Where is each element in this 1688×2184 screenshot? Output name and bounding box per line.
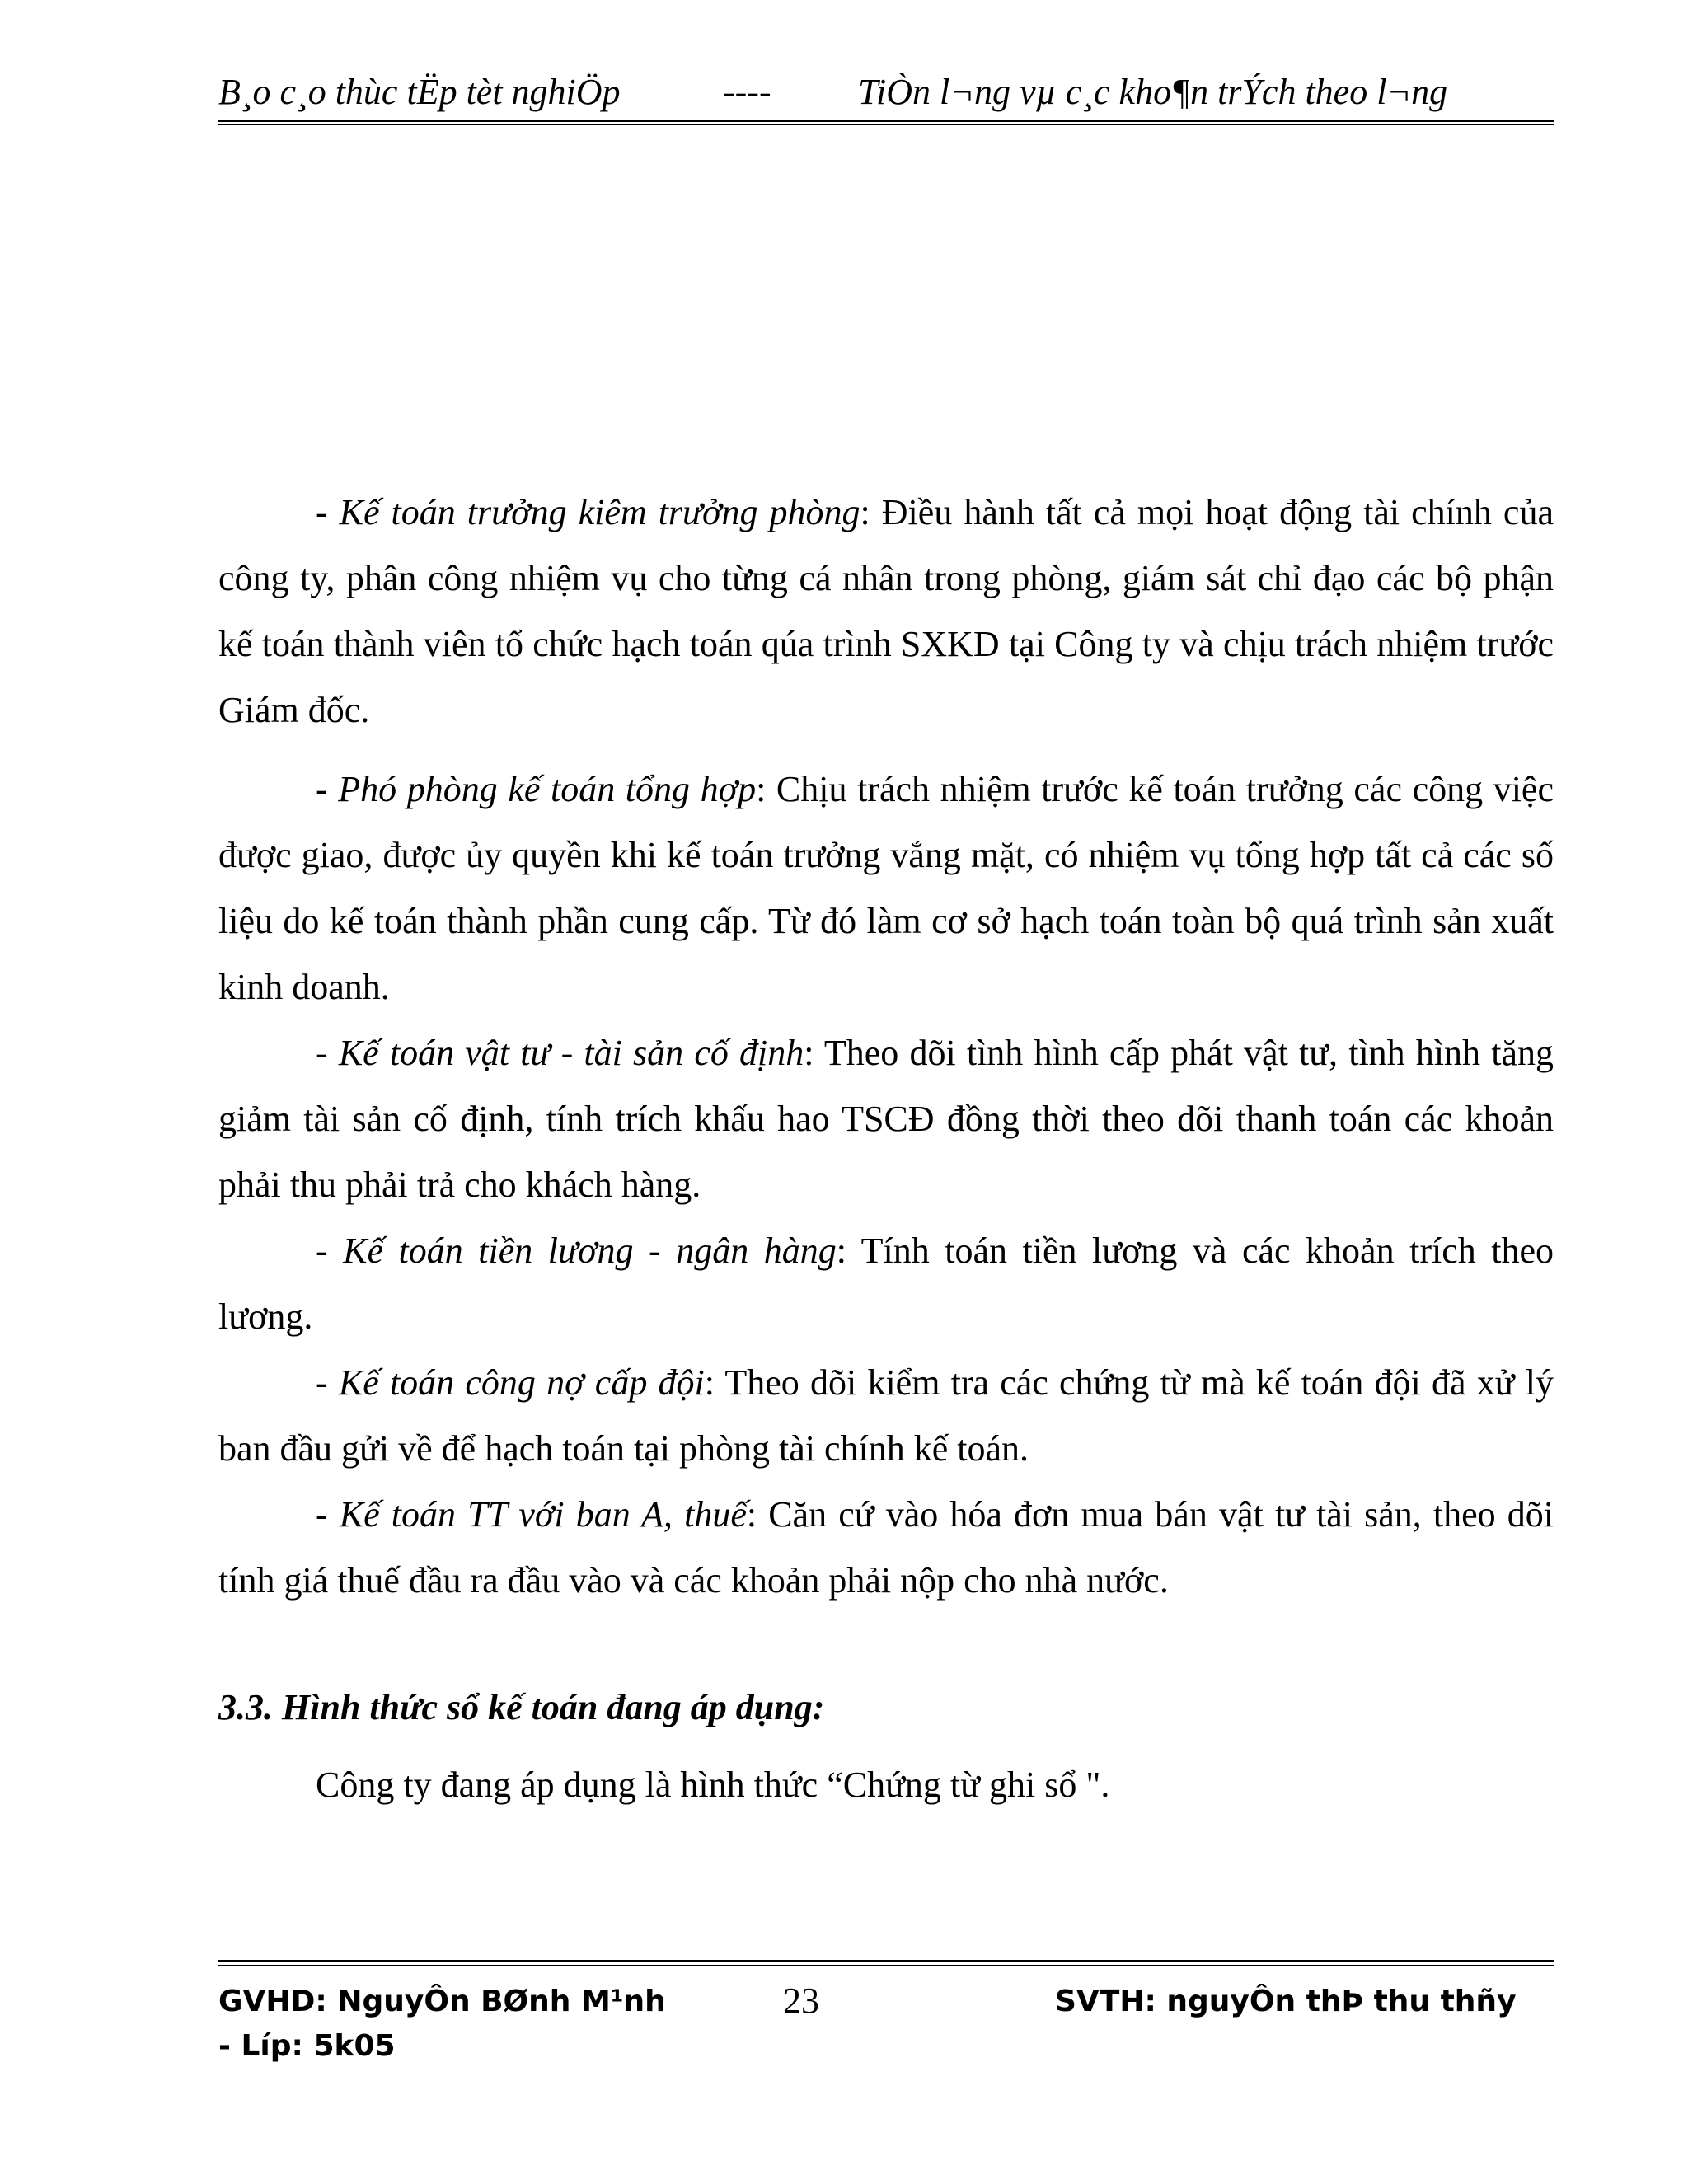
paragraph-term: Kế toán tiền lương - ngân hàng — [343, 1230, 837, 1271]
paragraph-materials-accountant — [218, 1020, 1554, 1218]
paragraph-term: Phó phòng kế toán tổng hợp — [338, 769, 757, 809]
header-right-title: TiÒn l¬ng vµ c¸c kho¶n trÝch theo l¬ng — [858, 72, 1448, 112]
paragraph-prefix: - — [316, 1033, 339, 1073]
paragraph-prefix: - — [316, 1230, 344, 1271]
paragraph-text: : Theo dõi tình hình cấp phát vật tư, tình hình tăng giảm tài sản cố định, tính trích khấu hao TSCĐ đồng thời theo dõi thanh toán các khoản phải thu phải trả cho khách hàng. — [218, 1033, 1554, 1205]
section-paragraph: Công ty đang áp dụng là hình thức “Chứng từ ghi sổ ". — [316, 1765, 1110, 1805]
footer-student: SVTH: nguyÔn thÞ thu thñy — [1055, 1985, 1517, 2018]
section-3-3 — [218, 1675, 1554, 1818]
header-rule-thin — [218, 124, 1554, 125]
header-rule-thick — [218, 120, 1554, 122]
paragraph-term: Kế toán TT với ban A, thuế — [339, 1494, 747, 1535]
section-heading: 3.3. Hình thức sổ kế toán đang áp dụng: — [218, 1687, 825, 1727]
paragraph-payroll-accountant — [218, 1218, 1554, 1350]
paragraph-text: : Theo dõi kiểm tra các chứng từ mà kế toán đội đã xử lý ban đầu gửi về để hạch toán tại phòng tài chính kế toán. — [218, 1362, 1554, 1469]
paragraph-prefix: - — [316, 492, 340, 532]
paragraph-deputy-accountant — [218, 757, 1554, 1020]
paragraph-text: : Căn cứ vào hóa đơn mua bán vật tư tài sản, theo dõi tính giá thuế đầu ra đầu vào và các khoản phải nộp cho nhà nước. — [218, 1494, 1554, 1601]
page-footer — [218, 1978, 1554, 2069]
header-separator: ---- — [723, 72, 771, 112]
paragraph-term: Kế toán vật tư - tài sản cố định — [338, 1033, 804, 1073]
footer-rule-thin — [218, 1965, 1554, 1966]
paragraph-text: : Điều hành tất cả mọi hoạt động tài chính của công ty, phân công nhiệm vụ cho từng cá nhân trong phòng, giám sát chỉ đạo các bộ phận kế toán thành viên tổ chức hạch toán qúa trình SXKD tại Công ty và chịu trách nhiệm trước Giám đốc. — [218, 492, 1554, 730]
paragraph-prefix: - — [316, 1494, 340, 1535]
footer-class: - Líp: 5k05 — [218, 2029, 396, 2063]
paragraph-text: : Chịu trách nhiệm trước kế toán trưởng các công việc được giao, được ủy quyền khi kế toán trưởng vắng mặt, có nhiệm vụ tổng hợp tất cả các số liệu do kế toán thành phần cung cấp. Từ đó làm cơ sở hạch toán toàn bộ quá trình sản xuất kinh doanh. — [218, 769, 1554, 1007]
page-header — [218, 71, 1554, 120]
paragraph-prefix: - — [316, 769, 339, 809]
paragraph-debt-accountant — [218, 1350, 1554, 1482]
paragraph-term: Kế toán công nợ cấp đội — [338, 1362, 705, 1403]
paragraph-term: Kế toán trưởng kiêm trưởng phòng — [339, 492, 860, 532]
footer-instructor: GVHD: NguyÔn BØnh M¹nh — [218, 1985, 666, 2018]
paragraph-chief-accountant — [218, 480, 1554, 743]
paragraph-tax-accountant — [218, 1482, 1554, 1614]
footer-rule-thick — [218, 1960, 1554, 1962]
page-number: 23 — [783, 1980, 819, 2021]
paragraph-text: : Tính toán tiền lương và các khoản trích theo lương. — [218, 1230, 1554, 1337]
body-text — [218, 480, 1554, 1614]
paragraph-prefix: - — [316, 1362, 339, 1403]
header-left-title: B¸o c¸o thùc tËp tèt nghiÖp — [218, 72, 621, 112]
